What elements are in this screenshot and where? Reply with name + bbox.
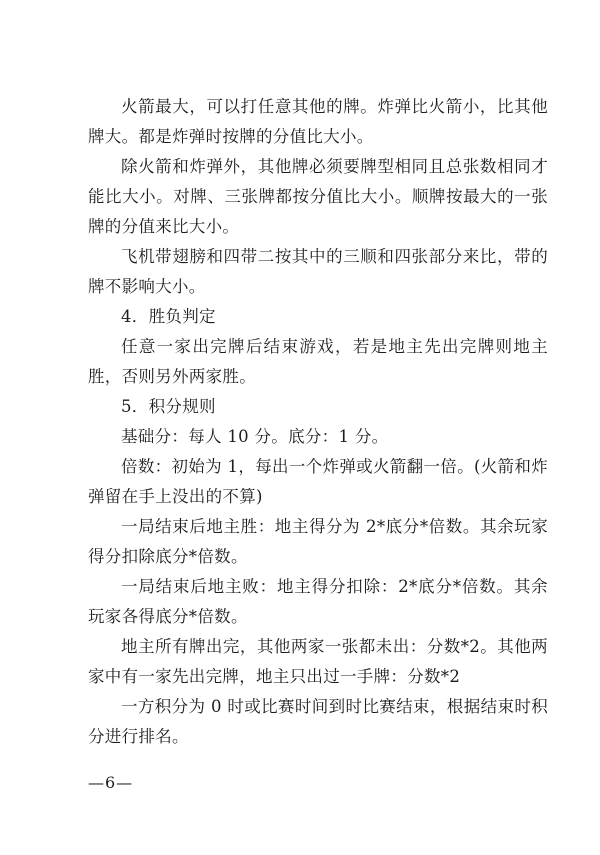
paragraph-landlord-win: 一局结束后地主胜：地主得分为 2*底分*倍数。其余玩家得分扣除底分*倍数。 <box>88 517 548 566</box>
paragraph-base-score: 基础分：每人 10 分。底分：1 分。 <box>121 427 389 446</box>
section-heading-scoring: 5．积分规则 <box>121 397 216 416</box>
section-heading-win-lose: 4．胜负判定 <box>121 307 216 326</box>
paragraph-match-end: 一方积分为 0 时或比赛时间到时比赛结束，根据结束时积分进行排名。 <box>88 697 548 746</box>
page-number: —6— <box>88 773 134 792</box>
paragraph-spring-bonus: 地主所有牌出完，其他两家一张都未出：分数*2。其他两家中有一家先出完牌，地主只出过一手牌：分数*2 <box>88 637 548 686</box>
body-text <box>88 92 548 752</box>
paragraph-landlord-lose: 一局结束后地主败：地主得分扣除：2*底分*倍数。其余玩家各得底分*倍数。 <box>88 577 548 626</box>
paragraph-airplane-rule: 飞机带翅膀和四带二按其中的三顺和四张部分来比，带的牌不影响大小。 <box>88 247 548 296</box>
paragraph-win-condition: 任意一家出完牌后结束游戏，若是地主先出完牌则地主胜，否则另外两家胜。 <box>88 337 548 386</box>
paragraph-multiplier: 倍数：初始为 1，每出一个炸弹或火箭翻一倍。(火箭和炸弹留在手上没出的不算) <box>88 457 548 506</box>
paragraph-card-type-rule: 除火箭和炸弹外，其他牌必须要牌型相同且总张数相同才能比大小。对牌、三张牌都按分值比大小。顺牌按最大的一张牌的分值来比大小。 <box>88 157 548 236</box>
paragraph-rocket-rule: 火箭最大，可以打任意其他的牌。炸弹比火箭小，比其他牌大。都是炸弹时按牌的分值比大小。 <box>88 97 548 146</box>
